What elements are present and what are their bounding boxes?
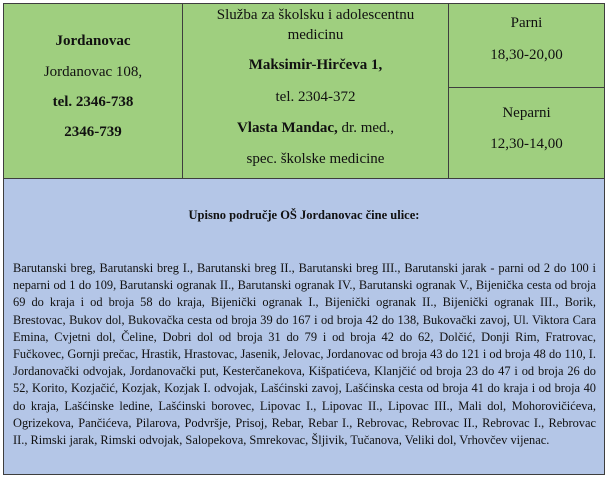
- school-phone-2: 2346-739: [64, 124, 122, 140]
- odd-hours: 12,30-14,00: [490, 136, 563, 152]
- odd-schedule-cell: [448, 87, 605, 179]
- enrollment-cell: [3, 178, 605, 475]
- service-specialty: spec. školske medicine: [246, 151, 385, 167]
- even-label: Parni: [510, 15, 543, 31]
- odd-label: Neparni: [502, 105, 551, 121]
- service-name-line-2: medicinu: [287, 27, 344, 43]
- school-cell: [3, 3, 183, 179]
- service-phone: tel. 2304-372: [275, 89, 356, 105]
- service-cell: [182, 3, 449, 179]
- info-table: [3, 3, 605, 475]
- doctor-title: dr. med.,: [337, 120, 395, 136]
- street-list: Barutanski breg, Barutanski breg I., Barutanski breg II., Barutanski breg III., Barutanski jarak - parni od 2 do 100 i neparni od 1 do 109, Barutanski ogranak II., Barutanski ogranak IV., Barutanski ogranak V., Bijenička cesta od broja 69 do kraja i od broja 58 do kraja, Bijenički ogranak I., Bijenički ogranak II., Bijenički ogranak III., Borik, Brestovac, Bukov dol, Bukovačka cesta od broja 39 do 167 i od broja 42 do 138, Bukovački zavoj, Ul. Viktora Cara Emina, Cvjetni dol, Čeline, Dobri dol od broja 31 do 79 i od broja 42 do 62, Dolčić, Donji Rim, Fratrovac, Fučkovec, Gornji prečac, Hrastik, Hrastovac, Jasenik, Jelovac, Jordanovac od broja 43 do 121 i od broja 48 do 110, I. Jordanovački odvojak, Jordanovački put, Kesterčanekova, Kišpatićeva, Klanjčić od broja 23 do 47 i od broja 26 do 52, Korito, Kozjačić, Kozjak, Kozjak I. odvojak, Lašćinski zavoj, Lašćinska cesta od broja 41 do kraja i od broja 40 do kraja, Lašćinske ledine, Lašćinski borovec, Lipovac I., Lipovac II., Lipovac III., Mali dol, Mohorovičićeva, Ogrizekova, Pančićeva, Pilarova, Podvršje, Prisoj, Rebar, Rebar I., Rebrovac, Rebrovac II., Rebrovac I., Rebrovac II., Rimski jarak, Rimski odvojak, Salopekova, Smrekovac, Šljivik, Tučanova, Veliki dol, Vrhovčev vijenac.: [13, 261, 596, 448]
- school-phone-1: tel. 2346-738: [52, 94, 134, 110]
- doctor-name: Vlasta Mandac,: [236, 120, 338, 136]
- school-address: Jordanovac 108,: [43, 64, 143, 80]
- even-schedule-cell: [448, 3, 605, 88]
- school-name: Jordanovac: [55, 33, 131, 49]
- even-hours: 18,30-20,00: [490, 47, 563, 63]
- service-doctor: [183, 120, 448, 137]
- service-address: Maksimir-Hirčeva 1,: [248, 57, 383, 73]
- service-name-line-1: Služba za školsku i adolescentnu: [216, 7, 415, 23]
- enrollment-heading: Upisno područje OŠ Jordanovac čine ulice:: [188, 208, 420, 222]
